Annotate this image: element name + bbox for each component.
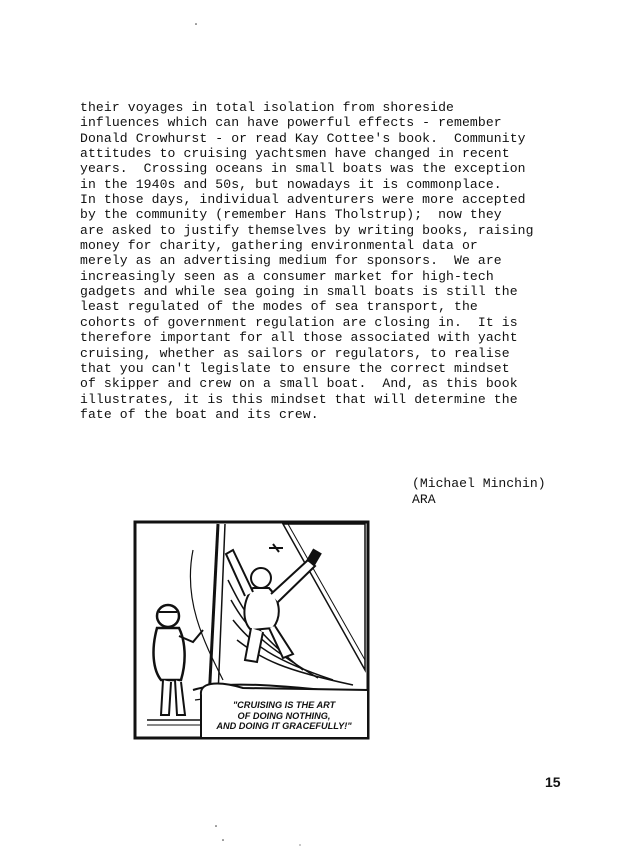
caption-line: AND DOING IT GRACEFULLY!" [216, 721, 352, 731]
paragraph-line: influences which can have powerful effects - remember [80, 115, 502, 131]
paragraph-line: money for charity, gathering environmental data or [80, 238, 478, 254]
paragraph-line: cruising, whether as sailors or regulators, to realise [80, 345, 510, 361]
author-affiliation: ARA [412, 491, 436, 507]
paragraph-line: by the community (remember Hans Tholstrup); now they [80, 207, 502, 223]
paragraph-line: attitudes to cruising yachtsmen have changed in recent [80, 146, 510, 162]
paragraph-line: are asked to justify themselves by writing books, raising [80, 222, 534, 238]
paragraph-line: least regulated of the modes of sea transport, the [80, 299, 478, 315]
paragraph-line: merely as an advertising medium for sponsors. We are [80, 253, 502, 269]
paragraph-line: their voyages in total isolation from shoreside [80, 100, 455, 115]
paragraph-line: gadgets and while sea going in small boats is still the [80, 284, 518, 300]
paragraph-line: that you can't legislate to ensure the correct mindset [80, 360, 510, 376]
paragraph-line: Donald Crowhurst - or read Kay Cottee's book. Community [80, 130, 526, 146]
paragraph-line: cohorts of government regulation are closing in. It is [80, 314, 518, 330]
author-name: (Michael Minchin) [412, 476, 546, 491]
paragraph-line: fate of the boat and its crew. [80, 406, 319, 422]
paragraph-line: illustrates, it is this mindset that will determine the [80, 391, 518, 407]
caption-line: "CRUISING IS THE ART [232, 700, 336, 710]
paragraph-line: years. Crossing oceans in small boats was the exception [80, 161, 526, 177]
caption-line: OF DOING NOTHING, [237, 710, 331, 721]
paragraph-line: in the 1940s and 50s, but nowadays it is commonplace. [80, 176, 502, 192]
paragraph-line: of skipper and crew on a small boat. And, as this book [80, 376, 518, 392]
paragraph-line: In those days, individual adventurers were more accepted [80, 192, 526, 208]
paragraph-line: increasingly seen as a consumer market for high-tech [80, 268, 494, 284]
page-number: 15 [545, 774, 561, 790]
paragraph-line: therefore important for all those associated with yacht [80, 330, 518, 346]
